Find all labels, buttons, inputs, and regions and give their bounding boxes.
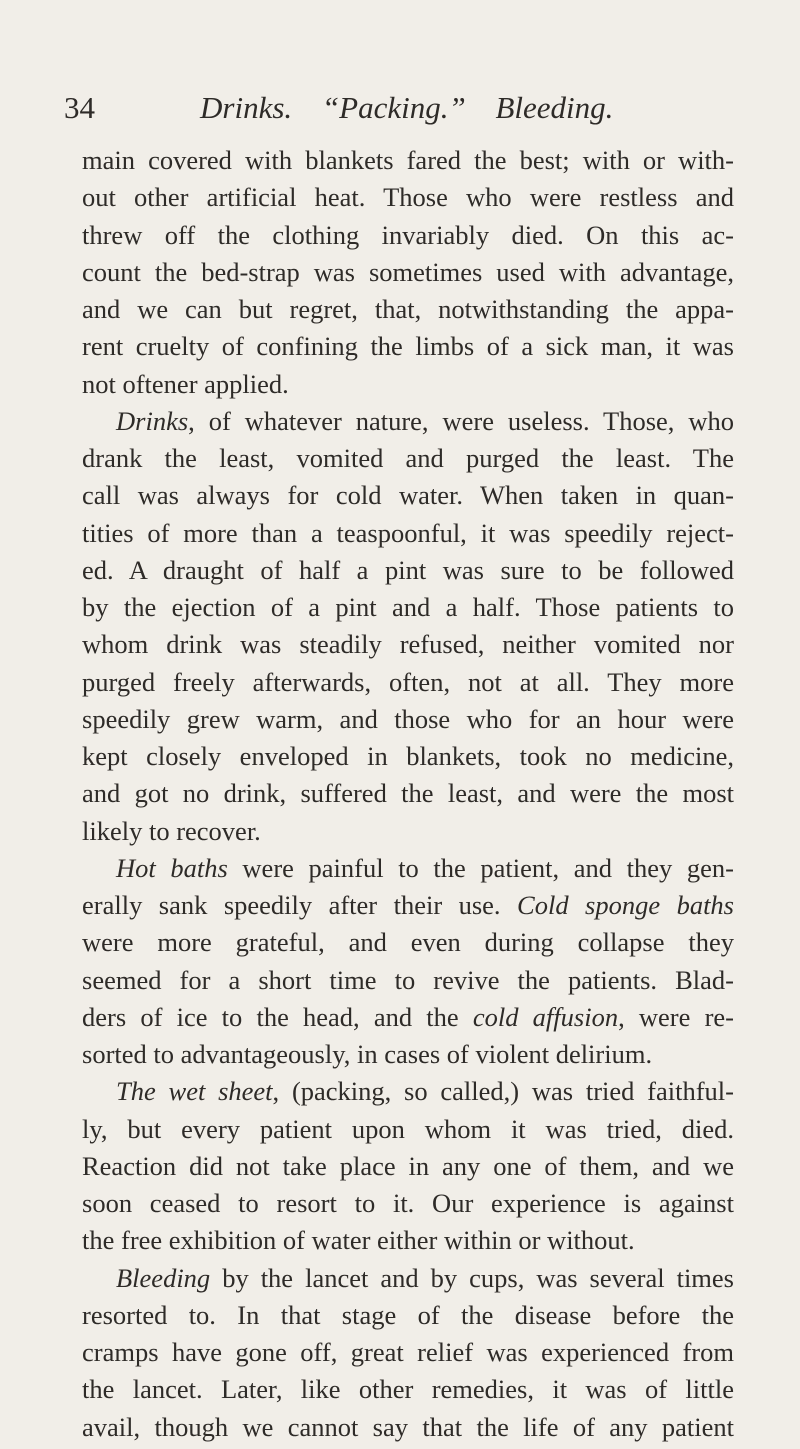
body-text xyxy=(82,142,734,1446)
text-line: avail, though we cannot say that the life of any patient xyxy=(82,1411,734,1442)
running-head-titles xyxy=(200,88,635,128)
text-line: ders of ice to the head, and the cold affusion, were re- xyxy=(82,1001,734,1032)
text-line: resorted to. In that stage of the disease before the xyxy=(82,1299,734,1330)
text-line: tities of more than a teaspoonful, it was speedily reject- xyxy=(82,517,734,548)
text-line: Hot baths were painful to the patient, and they gen- xyxy=(116,852,734,883)
page-number: 34 xyxy=(64,90,95,125)
italic-term: Hot baths xyxy=(116,852,228,883)
text-line: seemed for a short time to revive the patients. Blad- xyxy=(82,964,734,995)
text-line: and we can but regret, that, notwithstanding the appa- xyxy=(82,294,734,324)
text-line: Drinks, of whatever nature, were useless. Those, who xyxy=(116,405,734,436)
text-line: Bleeding by the lancet and by cups, was several times xyxy=(116,1262,734,1293)
running-head-drinks: Drinks. xyxy=(200,90,293,125)
text-line: the lancet. Later, like other remedies, it was of little xyxy=(82,1374,734,1405)
running-head xyxy=(64,88,736,128)
text-line: threw off the clothing invariably died. On this ac- xyxy=(82,219,734,250)
text-line: whom drink was steadily refused, neither vomited nor xyxy=(82,629,734,660)
italic-term: cold affusion xyxy=(472,1001,619,1032)
text-line: speedily grew warm, and those who for an hour were xyxy=(82,703,734,734)
text-line: erally sank speedily after their use. Cold sponge baths xyxy=(82,890,734,920)
text-line: main covered with blankets fared the best; with or with- xyxy=(82,145,734,175)
text-line: count the bed-strap was sometimes used with advantage, xyxy=(82,256,734,287)
text-line: drank the least, vomited and purged the least. The xyxy=(82,443,734,473)
italic-term: Cold sponge baths xyxy=(517,890,734,920)
italic-term: The wet sheet xyxy=(116,1076,273,1107)
running-head-packing: “Packing.” xyxy=(321,90,466,125)
text-line: the free exhibition of water either within or without. xyxy=(82,1225,635,1256)
text-line: The wet sheet, (packing, so called,) was tried faithful- xyxy=(116,1076,734,1107)
text-line: call was always for cold water. When taken in quan- xyxy=(82,480,734,511)
italic-term: Bleeding xyxy=(116,1262,211,1293)
text-line: were more grateful, and even during collapse they xyxy=(82,927,734,958)
running-head-bleeding: Bleeding. xyxy=(495,90,614,125)
text-line: ly, but every patient upon whom it was tried, died. xyxy=(82,1113,734,1144)
text-line: rent cruelty of confining the limbs of a sick man, it was xyxy=(82,331,734,362)
text-line: Reaction did not take place in any one of them, and we xyxy=(82,1150,734,1181)
text-line: likely to recover. xyxy=(82,815,261,846)
italic-term: Drinks xyxy=(116,405,189,436)
text-line: sorted to advantageously, in cases of violent delirium. xyxy=(82,1039,653,1069)
text-line: by the ejection of a pint and a half. Those patients to xyxy=(82,592,734,622)
text-line: and got no drink, suffered the least, and were the most xyxy=(82,778,734,809)
text-line: out other artificial heat. Those who were restless and xyxy=(82,182,734,213)
text-line: ed. A draught of half a pint was sure to be followed xyxy=(82,554,734,585)
text-line: purged freely afterwards, often, not at all. They more xyxy=(82,666,734,697)
text-line: cramps have gone off, great relief was experienced from xyxy=(82,1337,734,1367)
text-line: soon ceased to resort to it. Our experience is against xyxy=(82,1188,734,1218)
text-line: not oftener applied. xyxy=(82,368,289,399)
text-line: kept closely enveloped in blankets, took no medicine, xyxy=(82,741,734,771)
